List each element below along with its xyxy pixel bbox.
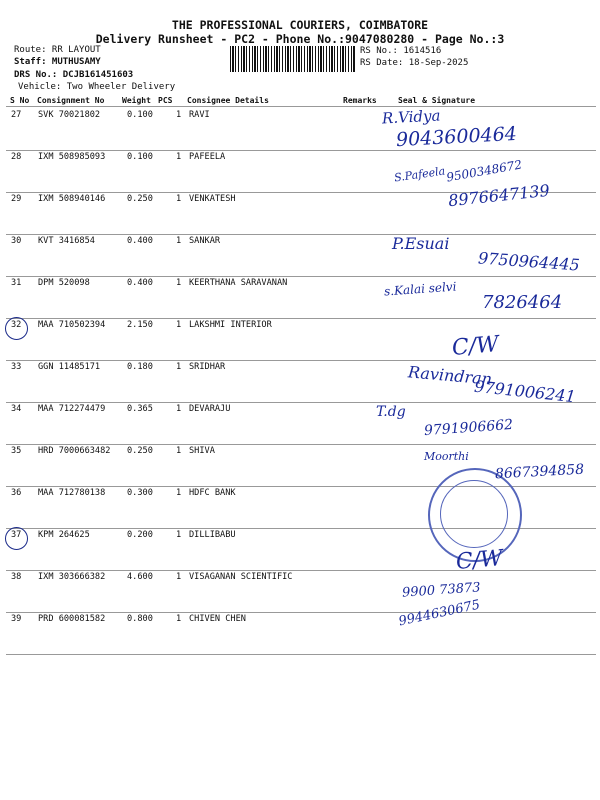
- row-divider: [6, 654, 596, 655]
- handwritten-signature: 7826464: [482, 292, 563, 313]
- drs-label: DRS No.: DCJB161451603: [14, 70, 134, 80]
- handwritten-signature: 9500348672: [445, 157, 523, 185]
- consignment-cell: SVK 70021802: [38, 110, 101, 120]
- consignee-cell: DEVARAJU: [189, 404, 231, 414]
- barcode: [230, 46, 355, 72]
- pcs-cell: 1: [176, 446, 182, 456]
- sno-cell: 30: [11, 236, 22, 246]
- pcs-cell: 1: [176, 194, 182, 204]
- handwritten-signature: 9900 73873: [401, 580, 482, 601]
- weight-cell: 2.150: [127, 320, 153, 330]
- handwritten-signature: P.Esuai: [392, 234, 450, 253]
- consignment-cell: MAA 712274479: [38, 404, 106, 414]
- col-remarks: Remarks: [343, 96, 377, 105]
- weight-cell: 0.800: [127, 614, 153, 624]
- col-sno: S No: [10, 96, 30, 105]
- consignee-cell: HDFC BANK: [189, 488, 236, 498]
- col-consignment: Consignment No: [37, 96, 105, 105]
- consignment-cell: HRD 7000663482: [38, 446, 111, 456]
- consignment-cell: KPM 264625: [38, 530, 90, 540]
- rs-date: RS Date: 18-Sep-2025: [360, 58, 469, 68]
- pcs-cell: 1: [176, 278, 182, 288]
- consignee-cell: VENKATESH: [189, 194, 236, 204]
- consignee-cell: PAFEELA: [189, 152, 226, 162]
- weight-cell: 0.250: [127, 194, 153, 204]
- circled-mark: [5, 317, 28, 340]
- sno-cell: 33: [11, 362, 22, 372]
- vehicle-label: Vehicle: Two Wheeler Delivery: [18, 82, 176, 92]
- handwritten-signature: 8667394858: [494, 461, 585, 483]
- consignee-cell: KEERTHANA SARAVANAN: [189, 278, 288, 288]
- pcs-cell: 1: [176, 488, 182, 498]
- sno-cell: 36: [11, 488, 22, 498]
- weight-cell: 0.200: [127, 530, 153, 540]
- handwritten-signature: 8976647139: [447, 180, 551, 211]
- pcs-cell: 1: [176, 572, 182, 582]
- weight-cell: 0.300: [127, 488, 153, 498]
- handwritten-signature: 9791906662: [423, 416, 514, 440]
- consignee-cell: SRIDHAR: [189, 362, 226, 372]
- handwritten-signature: R.Vidya: [381, 106, 441, 128]
- weight-cell: 0.180: [127, 362, 153, 372]
- row-divider: [6, 318, 596, 319]
- consignment-cell: MAA 710502394: [38, 320, 106, 330]
- consignment-cell: GGN 11485171: [38, 362, 101, 372]
- sno-cell: 32: [11, 320, 22, 330]
- handwritten-signature: C/W: [454, 546, 504, 575]
- sno-cell: 37: [11, 530, 22, 540]
- sno-cell: 39: [11, 614, 22, 624]
- route-label: Route: RR LAYOUT: [14, 45, 101, 55]
- sno-cell: 38: [11, 572, 22, 582]
- row-divider: [6, 612, 596, 613]
- handwritten-signature: Ravindran: [407, 362, 493, 389]
- row-divider: [6, 570, 596, 571]
- weight-cell: 0.400: [127, 236, 153, 246]
- sno-cell: 34: [11, 404, 22, 414]
- handwritten-signature: 9750964445: [477, 248, 581, 275]
- courier-stamp-inner: [440, 480, 508, 548]
- pcs-cell: 1: [176, 236, 182, 246]
- col-pcs: PCS: [158, 96, 173, 105]
- row-divider: [6, 234, 596, 235]
- consignee-cell: RAVI: [189, 110, 210, 120]
- handwritten-signature: 9791006241: [473, 376, 577, 407]
- pcs-cell: 1: [176, 110, 182, 120]
- weight-cell: 0.100: [127, 110, 153, 120]
- weight-cell: 0.400: [127, 278, 153, 288]
- col-weight: Weight: [122, 96, 151, 105]
- weight-cell: 0.365: [127, 404, 153, 414]
- row-divider: [6, 150, 596, 151]
- rs-number: RS No.: 1614516: [360, 46, 442, 56]
- pcs-cell: 1: [176, 152, 182, 162]
- handwritten-signature: Moorthi: [424, 450, 469, 463]
- handwritten-signature: S.Pafeela: [393, 164, 446, 185]
- consignment-cell: IXM 508940146: [38, 194, 106, 204]
- sno-cell: 28: [11, 152, 22, 162]
- weight-cell: 4.600: [127, 572, 153, 582]
- row-divider: [6, 276, 596, 277]
- pcs-cell: 1: [176, 320, 182, 330]
- table-row: [6, 320, 596, 362]
- sno-cell: 29: [11, 194, 22, 204]
- pcs-cell: 1: [176, 614, 182, 624]
- consignee-cell: SANKAR: [189, 236, 221, 246]
- weight-cell: 0.250: [127, 446, 153, 456]
- col-seal: Seal & Signature: [398, 96, 476, 105]
- handwritten-signature: s.Kalai selvi: [383, 279, 457, 299]
- row-divider: [6, 360, 596, 361]
- consignee-cell: SHIVA: [189, 446, 215, 456]
- sno-cell: 35: [11, 446, 22, 456]
- consignment-cell: PRD 600081582: [38, 614, 106, 624]
- consignment-cell: DPM 520098: [38, 278, 90, 288]
- consignee-cell: LAKSHMI INTERIOR: [189, 320, 272, 330]
- row-divider: [6, 444, 596, 445]
- header-divider: [6, 106, 596, 107]
- handwritten-signature: C/W: [450, 332, 500, 361]
- handwritten-signature: 9944630675: [397, 597, 482, 630]
- consignee-cell: VISAGANAN SCIENTIFIC: [189, 572, 293, 582]
- table-row: [6, 572, 596, 614]
- pcs-cell: 1: [176, 530, 182, 540]
- sno-cell: 27: [11, 110, 22, 120]
- consignment-cell: MAA 712780138: [38, 488, 106, 498]
- staff-label: Staff: MUTHUSAMY: [14, 57, 101, 67]
- row-divider: [6, 402, 596, 403]
- runsheet-subtitle: Delivery Runsheet - PC2 - Phone No.:9047080280 - Page No.:3: [95, 32, 505, 46]
- col-consignee: Consignee Details: [187, 96, 269, 105]
- pcs-cell: 1: [176, 404, 182, 414]
- consignment-cell: IXM 508985093: [38, 152, 106, 162]
- table-row: [6, 614, 596, 656]
- circled-mark: [5, 527, 28, 550]
- consignee-cell: DILLIBABU: [189, 530, 236, 540]
- pcs-cell: 1: [176, 362, 182, 372]
- handwritten-signature: T.dg: [376, 404, 406, 420]
- handwritten-signature: 9043600464: [395, 122, 518, 152]
- sno-cell: 31: [11, 278, 22, 288]
- consignee-cell: CHIVEN CHEN: [189, 614, 246, 624]
- weight-cell: 0.100: [127, 152, 153, 162]
- consignment-cell: KVT 3416854: [38, 236, 95, 246]
- consignment-cell: IXM 303666382: [38, 572, 106, 582]
- runsheet-title: THE PROFESSIONAL COURIERS, COIMBATORE: [171, 18, 429, 32]
